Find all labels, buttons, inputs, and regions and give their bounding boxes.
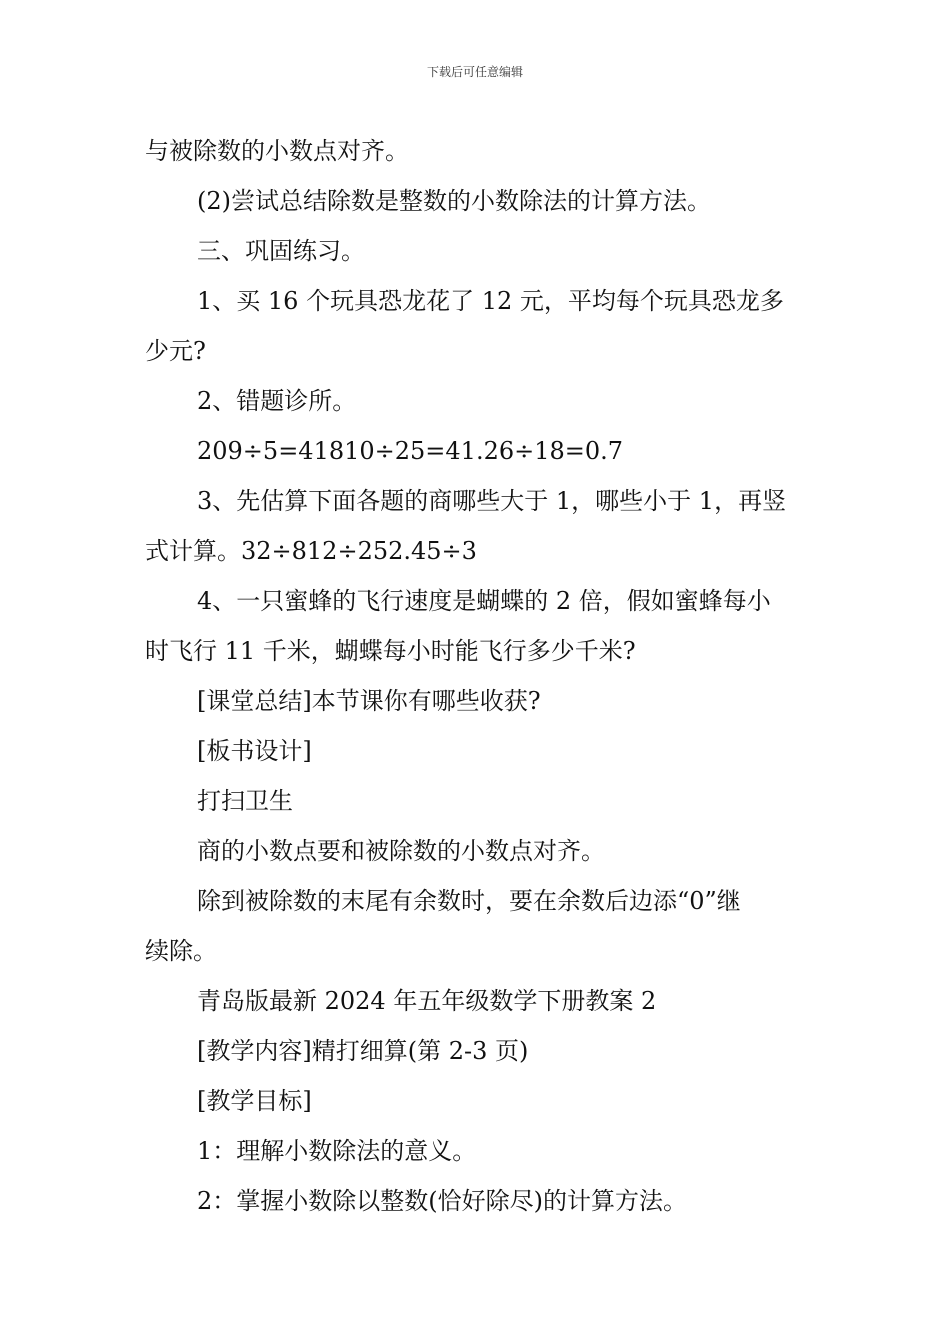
paragraph-line: 2、错题诊所。 xyxy=(197,387,357,415)
paragraph-line: 式计算。32÷812÷252.45÷3 xyxy=(145,537,477,565)
paragraph-line: 三、巩固练习。 xyxy=(197,237,365,265)
paragraph-line: 商的小数点要和被除数的小数点对齐。 xyxy=(197,837,605,865)
paragraph-line: 打扫卫生 xyxy=(197,787,293,815)
paragraph-line: 与被除数的小数点对齐。 xyxy=(145,137,409,165)
paragraph-line: [课堂总结]本节课你有哪些收获? xyxy=(197,687,541,715)
paragraph-line: 1：理解小数除法的意义。 xyxy=(197,1137,477,1165)
paragraph-line: 4、一只蜜蜂的飞行速度是蝴蝶的 2 倍，假如蜜蜂每小 xyxy=(197,587,771,615)
paragraph-line: 2：掌握小数除以整数(恰好除尽)的计算方法。 xyxy=(197,1187,687,1215)
paragraph-line: 209÷5=41810÷25=41.26÷18=0.7 xyxy=(197,437,624,465)
paragraph-line: 1、买 16 个玩具恐龙花了 12 元，平均每个玩具恐龙多 xyxy=(197,287,784,315)
paragraph-line: 少元? xyxy=(145,337,206,365)
paragraph-line: 青岛版最新 2024 年五年级数学下册教案 2 xyxy=(197,987,657,1015)
paragraph-line: 3、先估算下面各题的商哪些大于 1，哪些小于 1，再竖 xyxy=(197,487,787,515)
paragraph-line: (2)尝试总结除数是整数的小数除法的计算方法。 xyxy=(197,187,711,215)
paragraph-line: 除到被除数的末尾有余数时，要在余数后边添“0”继 xyxy=(197,887,741,915)
document-body xyxy=(145,126,810,1226)
paragraph-line: [教学内容]精打细算(第 2-3 页) xyxy=(197,1037,529,1065)
page-header: 下载后可任意编辑 xyxy=(426,65,523,79)
paragraph-line: 时飞行 11 千米，蝴蝶每小时能飞行多少千米? xyxy=(145,637,636,665)
paragraph-line: [板书设计] xyxy=(197,737,312,765)
paragraph-line: [教学目标] xyxy=(197,1087,312,1115)
paragraph-line: 续除。 xyxy=(145,937,217,965)
